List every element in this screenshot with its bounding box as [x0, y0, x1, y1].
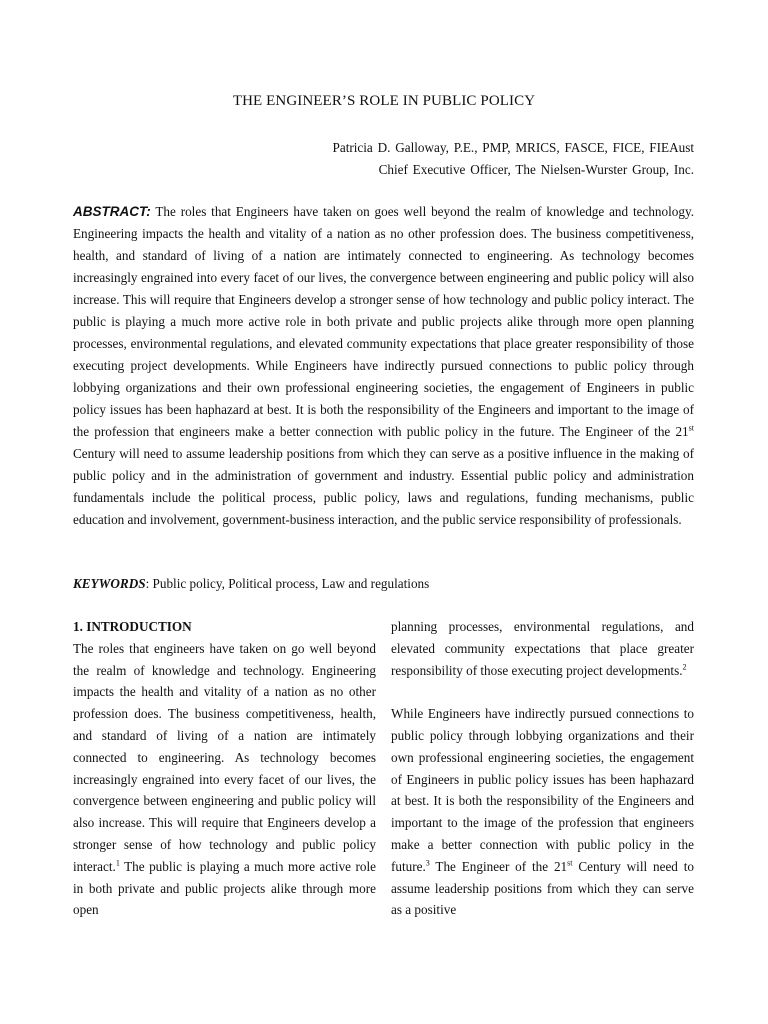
- paragraph-gap: [391, 681, 694, 703]
- author-affiliation: Chief Executive Officer, The Nielsen-Wurster Group, Inc.: [378, 162, 694, 177]
- abstract-superscript: st: [688, 423, 694, 433]
- abstract-label: [73, 204, 151, 219]
- intro-paragraph-1-left: [73, 638, 376, 921]
- author-name: Patricia D. Galloway, P.E., PMP, MRICS, FASCE, FICE, FIEAust: [332, 140, 694, 155]
- keywords: [73, 573, 694, 595]
- abstract-text-2: Century will need to assume leadership positions from which they can serve as a positive influence in the making of public policy and in the administration of government and industry. Essential public policy and administration fundamentals include the political process, public policy, laws and regulations, funding mechanisms, public education and involvement, government-business interaction, and the public service responsibility of professionals.: [73, 446, 694, 527]
- intro-text-2-right: planning processes, environmental regulations, and elevated community expectations that place greater responsibility of those executing project developments.: [391, 619, 694, 678]
- intro-paragraph-2: [391, 703, 694, 921]
- footnote-ref-2: 2: [682, 662, 687, 672]
- intro-text-3: While Engineers have indirectly pursued connections to public policy through lobbying organizations and their own professional engineering societies, the engagement of Engineers in public policy issues has been haphazard at best. It is both the responsibility of the Engineers and important to the image of the profession that engineers make a better connection with public policy in the future.: [391, 706, 694, 874]
- intro-text-5: Century will need to assume leadership positions from which they can serve as a positive: [391, 858, 694, 918]
- keywords-text: : Public policy, Political process, Law and regulations: [145, 576, 430, 591]
- left-column: [73, 616, 376, 921]
- intro-text-4: The Engineer of the 21: [429, 858, 568, 874]
- abstract-label-text: ABSTRACT: [73, 204, 147, 219]
- footnote-ref-1: 1: [115, 858, 120, 868]
- intro-text-1: The roles that engineers have taken on go well beyond the realm of knowledge and technology. Engineering impacts the health and vitality of a nation as no other profession does. The business competitiveness, health, and standard of living of a nation are intimately connected to engineering. As technology becomes increasingly engrained into every facet of our lives, the convergence between engineering and public policy will also increase. This will require that Engineers develop a stronger sense of how technology and public policy interact.: [73, 640, 376, 874]
- intro-text-2-left: The public is playing a much more active role in both private and public projects alike through more open: [73, 858, 376, 918]
- intro-paragraph-1-right: [391, 616, 694, 681]
- right-column: [391, 616, 694, 921]
- keywords-label: KEYWORDS: [73, 576, 146, 591]
- abstract-text-1: The roles that Engineers have taken on goes well beyond the realm of knowledge and technology. Engineering impacts the health and vitality of a nation as no other profession does. The business competitiveness, health, and standard of living of a nation are intimately connected to engineering. As technology becomes increasingly engrained into every facet of our lives, the convergence between engineering and public policy will also increase. This will require that Engineers develop a stronger sense of how technology and public policy interact. The public is playing a much more active role in both private and public projects alike through more open planning processes, environmental regulations, and elevated community expectations that place greater responsibility of those executing project developments. While Engineers have indirectly pursued connections to public policy through lobbying organizations and their own professional engineering societies, the engagement of Engineers in public policy issues has been haphazard at best. It is both the responsibility of the Engineers and important to the image of the profession that engineers make a better connection with public policy in the future. The Engineer of the 21: [73, 204, 694, 439]
- abstract-label-colon: :: [146, 204, 151, 219]
- abstract: [73, 201, 694, 531]
- footnote-ref-3: 3: [425, 858, 430, 868]
- paper-title: THE ENGINEER’S ROLE IN PUBLIC POLICY: [232, 93, 536, 109]
- author-block: [94, 137, 694, 181]
- century-superscript: st: [567, 858, 573, 868]
- section-heading-introduction: 1. INTRODUCTION: [73, 619, 192, 634]
